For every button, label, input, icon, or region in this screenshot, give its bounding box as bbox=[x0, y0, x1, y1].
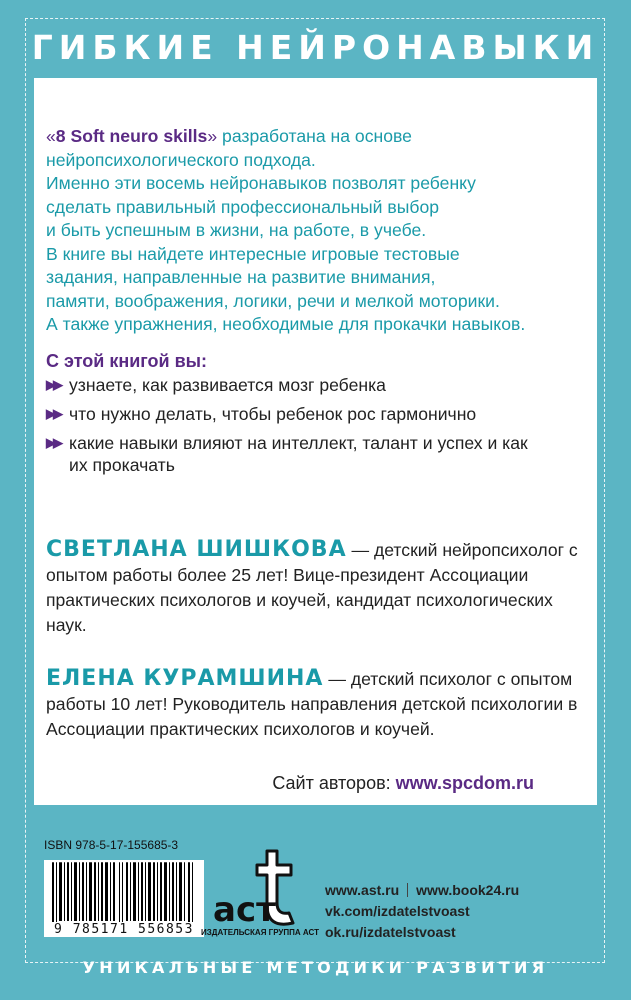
list-item bbox=[46, 432, 529, 476]
publisher-caption: ИЗДАТЕЛЬСКАЯ ГРУППА АСТ bbox=[201, 928, 319, 937]
quote-close: » bbox=[207, 126, 218, 146]
intro-line: сделать правильный профессиональный выбор bbox=[46, 196, 440, 217]
authors-site bbox=[272, 773, 534, 794]
intro-line: разработана на основе bbox=[217, 126, 412, 146]
author-block bbox=[46, 666, 586, 742]
isbn: ISBN 978-5-17-155685-3 bbox=[44, 838, 179, 852]
list-item-text: узнаете, как развивается мозг ребенка bbox=[69, 375, 386, 395]
intro-text bbox=[46, 125, 586, 337]
list-item bbox=[46, 403, 586, 425]
double-chevron-icon: ▶▶ bbox=[46, 406, 60, 421]
benefits-heading: С этой книгой вы: bbox=[46, 351, 208, 371]
link-ok[interactable]: ok.ru/izdatelstvoast bbox=[325, 924, 456, 940]
intro-line: Именно эти восемь нейронавыков позволят ребенку bbox=[46, 173, 476, 193]
site-url[interactable]: www.spcdom.ru bbox=[395, 773, 534, 793]
quote-open: « bbox=[46, 126, 56, 146]
barcode-number: 9 785171 556853 bbox=[44, 922, 204, 937]
logo-text: аст bbox=[213, 890, 276, 930]
divider bbox=[407, 883, 408, 897]
intro-line: памяти, воображения, логики, речи и мелкой моторики. bbox=[46, 290, 500, 311]
site-label: Сайт авторов: bbox=[272, 773, 396, 793]
double-chevron-icon: ▶▶ bbox=[46, 435, 60, 450]
author-bio: — детский нейропсихолог с опытом работы более 25 лет! Вице-президент Ассоциации практических психологов и коучей, кандидат психологических наук. bbox=[46, 540, 578, 635]
link-vk[interactable]: vk.com/izdatelstvoast bbox=[325, 903, 470, 919]
intro-line: В книге вы найдете интересные игровые тестовые bbox=[46, 243, 460, 264]
intro-line: задания, направленные на развитие внимания, bbox=[46, 267, 436, 287]
barcode bbox=[44, 860, 204, 930]
intro-line: А также упражнения, необходимые для прокачки навыков. bbox=[46, 314, 526, 334]
list-item-text: что нужно делать, чтобы ребенок рос гармонично bbox=[69, 404, 477, 424]
author-name: СВЕТЛАНА ШИШКОВА bbox=[46, 537, 347, 562]
list-item-text: какие навыки влияют на интеллект, талант и успех и как их прокачать bbox=[69, 433, 528, 475]
series-subtitle: УНИКАЛЬНЫЕ МЕТОДИКИ РАЗВИТИЯ bbox=[82, 958, 549, 977]
author-block bbox=[46, 537, 586, 638]
link-ast[interactable]: www.ast.ru bbox=[325, 882, 400, 898]
series-title: ГИБКИЕ НЕЙРОНАВЫКИ bbox=[31, 28, 600, 67]
link-book24[interactable]: www.book24.ru bbox=[416, 882, 520, 898]
double-chevron-icon: ▶▶ bbox=[46, 377, 60, 392]
publisher-links bbox=[325, 880, 519, 943]
author-name: ЕЛЕНА КУРАМШИНА bbox=[46, 666, 324, 691]
highlight-title: 8 Soft neuro skills bbox=[55, 126, 208, 146]
intro-line: нейропсихологического подхода. bbox=[46, 149, 316, 170]
author-bio: — детский психолог с опытом работы 10 лет! Руководитель направления детской психологии в Ассоциации практических психологов и коучей. bbox=[46, 669, 578, 739]
intro-line: и быть успешным в жизни, на работе, в учебе. bbox=[46, 220, 427, 240]
list-item bbox=[46, 374, 586, 396]
benefits-list bbox=[46, 374, 586, 483]
